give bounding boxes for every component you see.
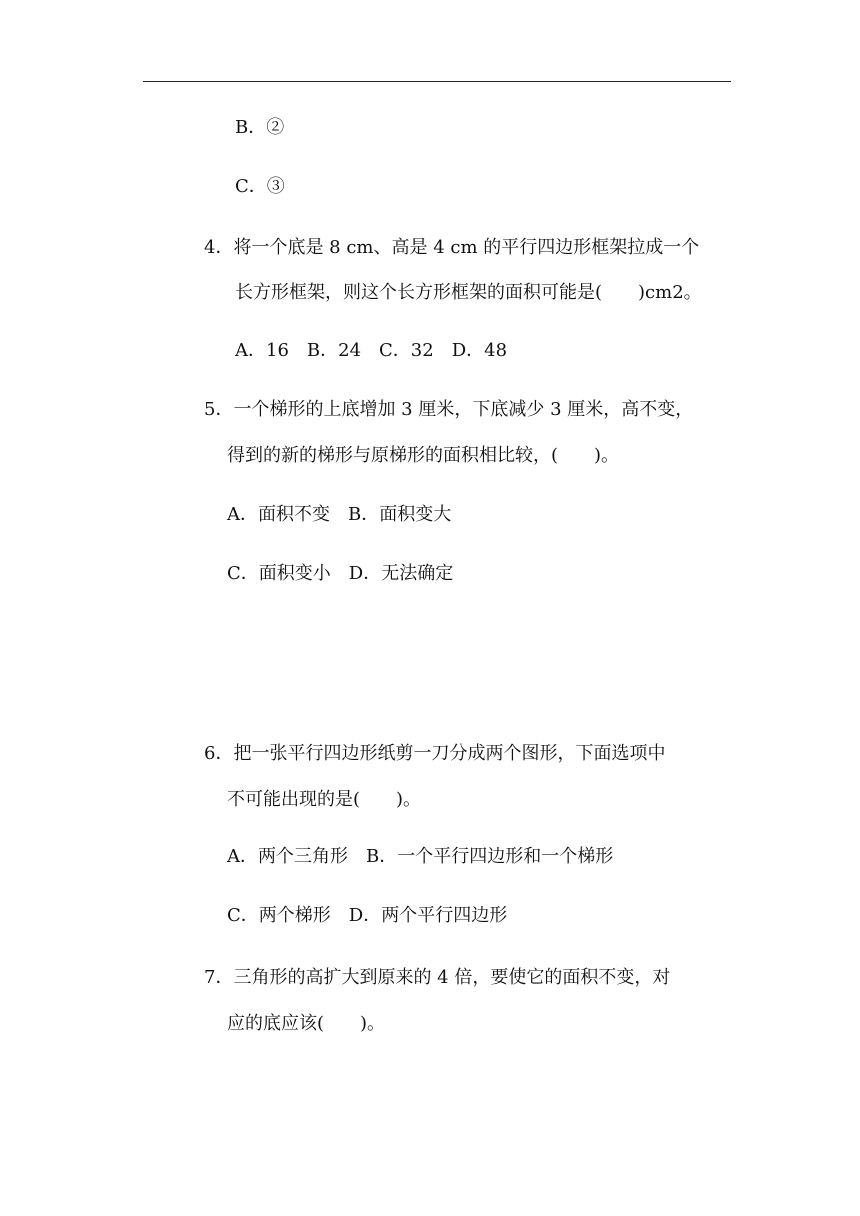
q3-option-c: C．③ (235, 176, 285, 197)
q4-stem-line1: 4．将一个底是 8 cm、高是 4 cm 的平行四边形框架拉成一个 (204, 237, 700, 258)
q4-stem-line2: 长方形框架，则这个长方形框架的面积可能是( )cm2。 (235, 282, 702, 303)
q6-stem-line2: 不可能出现的是( )。 (227, 789, 422, 810)
q6-options-row1: A．两个三角形 B．一个平行四边形和一个梯形 (227, 846, 614, 867)
q5-options-row1: A．面积不变 B．面积变大 (227, 504, 452, 525)
q6-options-row2: C．两个梯形 D．两个平行四边形 (227, 905, 508, 926)
q7-stem-line2: 应的底应该( )。 (227, 1013, 386, 1034)
q5-stem-line1: 5．一个梯形的上底增加 3 厘米，下底减少 3 厘米，高不变， (204, 399, 694, 420)
q4-options: A．16 B．24 C．32 D．48 (235, 340, 508, 361)
q3-option-b: B．② (235, 117, 285, 138)
q5-stem-line2: 得到的新的梯形与原梯形的面积相比较，( )。 (227, 445, 620, 466)
q5-options-row2: C．面积变小 D．无法确定 (227, 563, 454, 584)
header-rule (143, 81, 731, 82)
q6-stem-line1: 6．把一张平行四边形纸剪一刀分成两个图形，下面选项中 (204, 743, 666, 764)
q7-stem-line1: 7．三角形的高扩大到原来的 4 倍，要使它的面积不变，对 (204, 967, 671, 988)
